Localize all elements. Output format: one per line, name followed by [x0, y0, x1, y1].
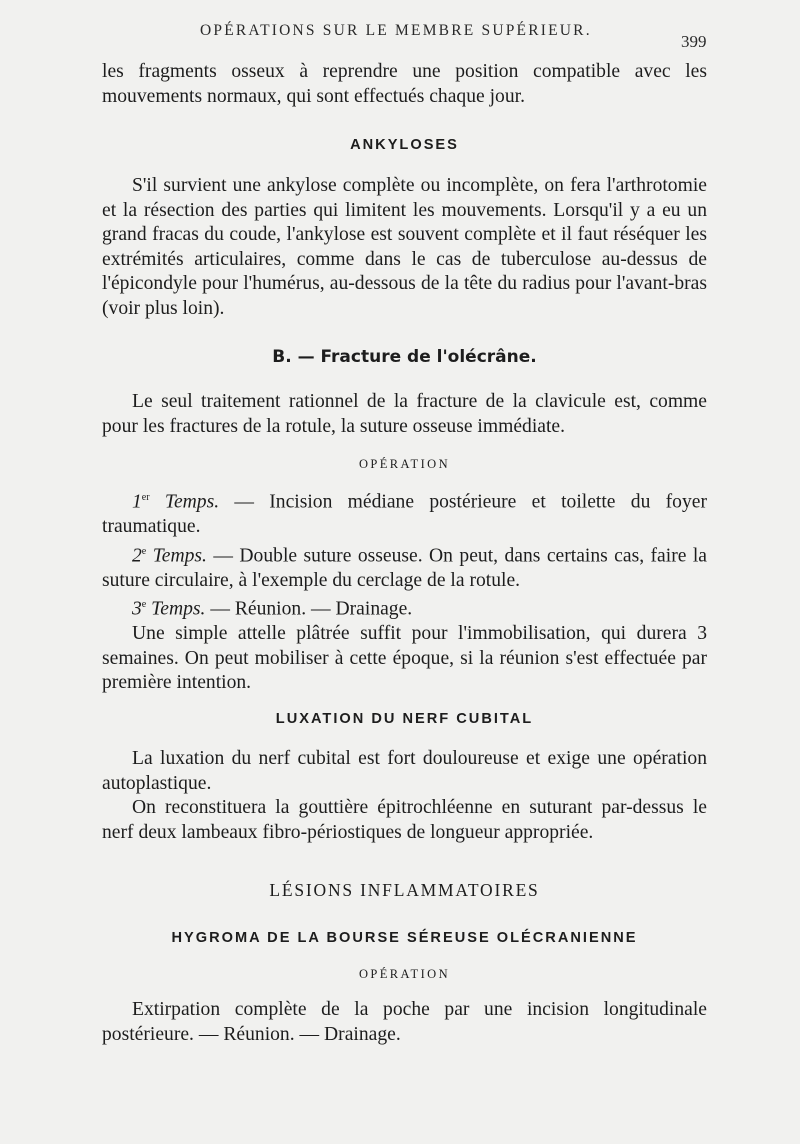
olecrane-heading: B. — Fracture de l'olécrâne.: [272, 347, 537, 367]
olecrane-closing: Une simple attelle plâtrée suffit pour l'immobilisation, qui durera 3 semaines. On peut mobiliser à cette époque, si la réunion s'est effectuée par première intention.: [102, 623, 707, 694]
step-1-name: Temps.: [164, 491, 220, 513]
step-2-name: Temps.: [152, 545, 207, 567]
ankyloses-heading: ANKYLOSES: [350, 137, 459, 153]
hygroma-text: Extirpation complète de la poche par une incision longitudinale postérieure. — Réunion. — Drainage.: [102, 999, 707, 1045]
step-1-suffix: er: [141, 492, 150, 503]
olecrane-text: Le seul traitement rationnel de la fracture de la clavicule est, comme pour les fractures de la rotule, la suture osseuse immédiate.: [102, 391, 707, 437]
step-1-text: — Incision médiane postérieure et toilette du foyer traumatique.: [102, 491, 707, 538]
luxation-text-2: On reconstituera la gouttière épitrochléenne en suturant par-dessus le nerf deux lambeaux fibro-périostiques de longueur appropriée.: [102, 797, 707, 843]
hygroma-operation-label: OPÉRATION: [358, 967, 451, 981]
step-1: [102, 486, 707, 540]
running-head: OPÉRATIONS SUR LE MEMBRE SUPÉRIEUR.: [200, 22, 592, 39]
ankyloses-text: S'il survient une ankylose complète ou incomplète, on fera l'arthrotomie et la résection des parties qui limitent les mouvements. Lorsqu'il y a eu un grand fracas du coude, l'ankylose est souvent complète et il faut réséquer les extrémités articulaires, comme dans le cas de tuberculose au-dessus de l'épicondyle pour l'humérus, au-dessous de la tête du radius pour l'avant-bras (voir plus loin).: [102, 175, 707, 319]
step-3-name: Temps.: [151, 598, 206, 620]
luxation-heading: LUXATION DU NERF CUBITAL: [275, 711, 534, 727]
step-3-suffix: e: [141, 599, 147, 611]
step-2-number: 2: [132, 545, 142, 567]
lesions-heading: LÉSIONS INFLAMMATOIRES: [269, 880, 540, 900]
intro-paragraph: [102, 60, 707, 109]
step-2-text: — Double suture osseuse. On peut, dans certains cas, faire la suture circulaire, à l'exemple du cerclage de la rotule.: [102, 545, 707, 591]
ankyloses-paragraph: [102, 174, 707, 321]
hygroma-paragraph: [102, 998, 707, 1047]
step-3-text: — Réunion. — Drainage.: [205, 598, 413, 620]
page-number: 399: [681, 32, 707, 51]
olecrane-steps: [102, 486, 707, 696]
luxation-paragraphs: [102, 747, 707, 845]
step-1-number: 1: [132, 491, 142, 513]
step-2-suffix: e: [141, 545, 147, 557]
intro-text: les fragments osseux à reprendre une position compatible avec les mouvements normaux, qui sont effectués chaque jour.: [102, 61, 707, 107]
step-3: [102, 593, 707, 622]
luxation-text-1: La luxation du nerf cubital est fort douloureuse et exige une opération autoplastique.: [102, 748, 707, 794]
step-3-number: 3: [132, 598, 142, 620]
step-2: [102, 540, 707, 594]
olecrane-paragraph: [102, 390, 707, 439]
olecrane-operation-label: OPÉRATION: [358, 457, 451, 471]
hygroma-heading: HYGROMA DE LA BOURSE SÉREUSE OLÉCRANIENNE: [171, 930, 638, 946]
